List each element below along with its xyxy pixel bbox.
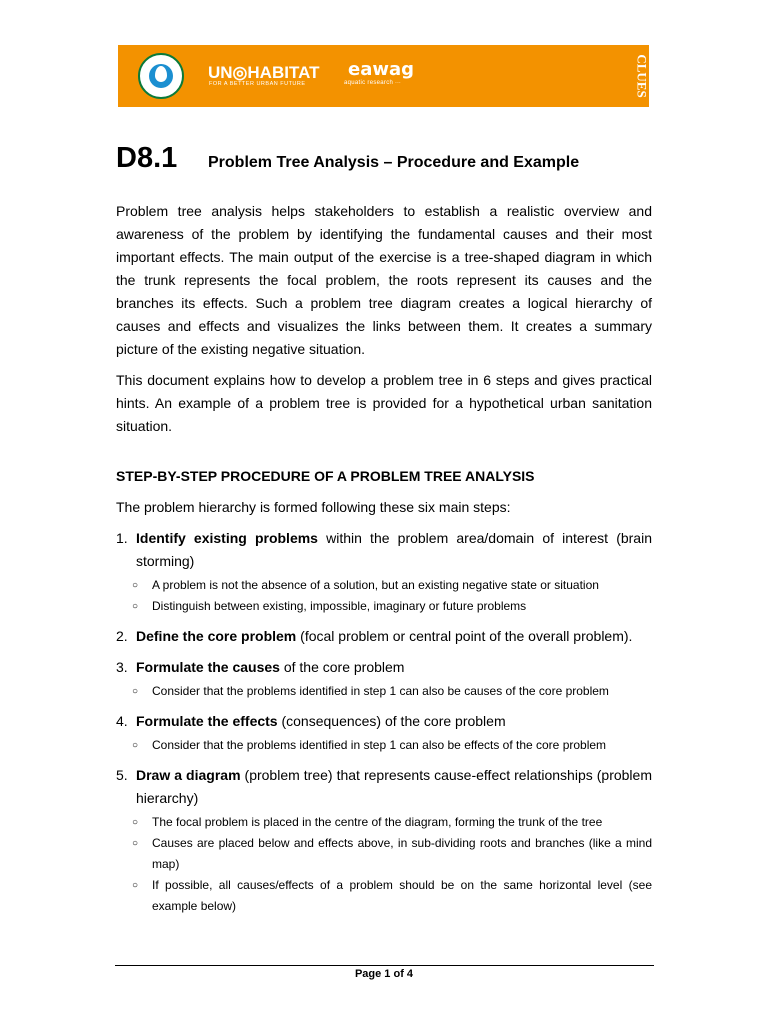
hollow-bullet-icon: ○ <box>132 686 139 697</box>
step-item <box>116 625 652 648</box>
sub-bullet-item: ○ Causes are placed below and effects above, in sub-dividing roots and branches (like a mind map) <box>132 833 652 875</box>
document-id: D8.1 <box>116 142 178 174</box>
step-number: 5. <box>116 767 128 783</box>
hollow-bullet-icon: ○ <box>132 740 139 751</box>
step-text: (problem tree) that represents cause-effect relationships (problem hierarchy) <box>136 767 652 806</box>
step-item <box>116 656 652 702</box>
footer-divider <box>115 965 654 966</box>
water-seal-logo <box>138 53 184 99</box>
steps-list <box>116 527 652 917</box>
sub-bullet-item: ○ Distinguish between existing, impossible, imaginary or future problems <box>132 596 652 617</box>
step-title: Define the core problem <box>136 628 297 644</box>
section-intro: The problem hierarchy is formed following these six main steps: <box>116 499 511 515</box>
hollow-bullet-icon: ○ <box>132 838 139 849</box>
step-title: Draw a diagram <box>136 767 241 783</box>
hollow-bullet-icon: ○ <box>132 580 139 591</box>
step-number: 4. <box>116 713 128 729</box>
step-number: 2. <box>116 628 128 644</box>
step-text: (consequences) of the core problem <box>277 713 506 729</box>
step-item <box>116 710 652 756</box>
section-heading: STEP-BY-STEP PROCEDURE OF A PROBLEM TREE ANALYSIS <box>116 468 535 484</box>
eawag-logo-text: eawag <box>348 59 415 80</box>
un-habitat-logo-text: UN◎HABITAT <box>208 63 320 82</box>
water-drop-icon <box>155 66 167 82</box>
sub-bullet-item: ○ A problem is not the absence of a solution, but an existing negative state or situation <box>132 575 652 596</box>
step-item <box>116 764 652 917</box>
step-item <box>116 527 652 617</box>
eawag-tagline: aquatic research ∙∙∙ <box>344 80 402 86</box>
sub-bullet-item: ○ If possible, all causes/effects of a problem should be on the same horizontal level (see example below) <box>132 875 652 917</box>
hollow-bullet-icon: ○ <box>132 601 139 612</box>
hollow-bullet-icon: ○ <box>132 817 139 828</box>
step-title: Formulate the effects <box>136 713 278 729</box>
hollow-bullet-icon: ○ <box>132 880 139 891</box>
step-title: Identify existing problems <box>136 530 318 546</box>
intro-paragraph-2: This document explains how to develop a problem tree in 6 steps and gives practical hints. An example of a problem tree is provided for a hypothetical urban sanitation situation. <box>116 372 652 434</box>
clues-logo-text: CLUES <box>634 54 649 98</box>
document-title: Problem Tree Analysis – Procedure and Example <box>208 154 580 171</box>
main-content <box>116 200 652 925</box>
sub-bullet-item: ○ Consider that the problems identified in step 1 can also be causes of the core problem <box>132 681 652 702</box>
step-text: (focal problem or central point of the overall problem). <box>296 628 633 644</box>
un-habitat-tagline: FOR A BETTER URBAN FUTURE <box>209 81 306 87</box>
sub-bullet-item: ○ The focal problem is placed in the centre of the diagram, forming the trunk of the tree <box>132 812 652 833</box>
step-text: within the problem area/domain of interest (brain storming) <box>136 530 652 569</box>
intro-paragraph-1: Problem tree analysis helps stakeholders to establish a realistic overview and awareness of the problem by identifying the fundamental causes and their most important effects. The main output of the exercise is a tree-shaped diagram in which the trunk represents the focal problem, the roots represent its causes and the branches its effects. Such a problem tree diagram creates a logical hierarchy of causes and effects and visualizes the links between them. It creates a summary picture of the existing negative situation. <box>116 203 652 357</box>
sub-bullet-item: ○ Consider that the problems identified in step 1 can also be effects of the core problem <box>132 735 652 756</box>
page-number: Page 1 of 4 <box>354 968 414 980</box>
step-number: 3. <box>116 659 128 675</box>
step-title: Formulate the causes <box>136 659 280 675</box>
step-number: 1. <box>116 530 128 546</box>
header-banner <box>118 45 649 107</box>
step-text: of the core problem <box>279 659 405 675</box>
